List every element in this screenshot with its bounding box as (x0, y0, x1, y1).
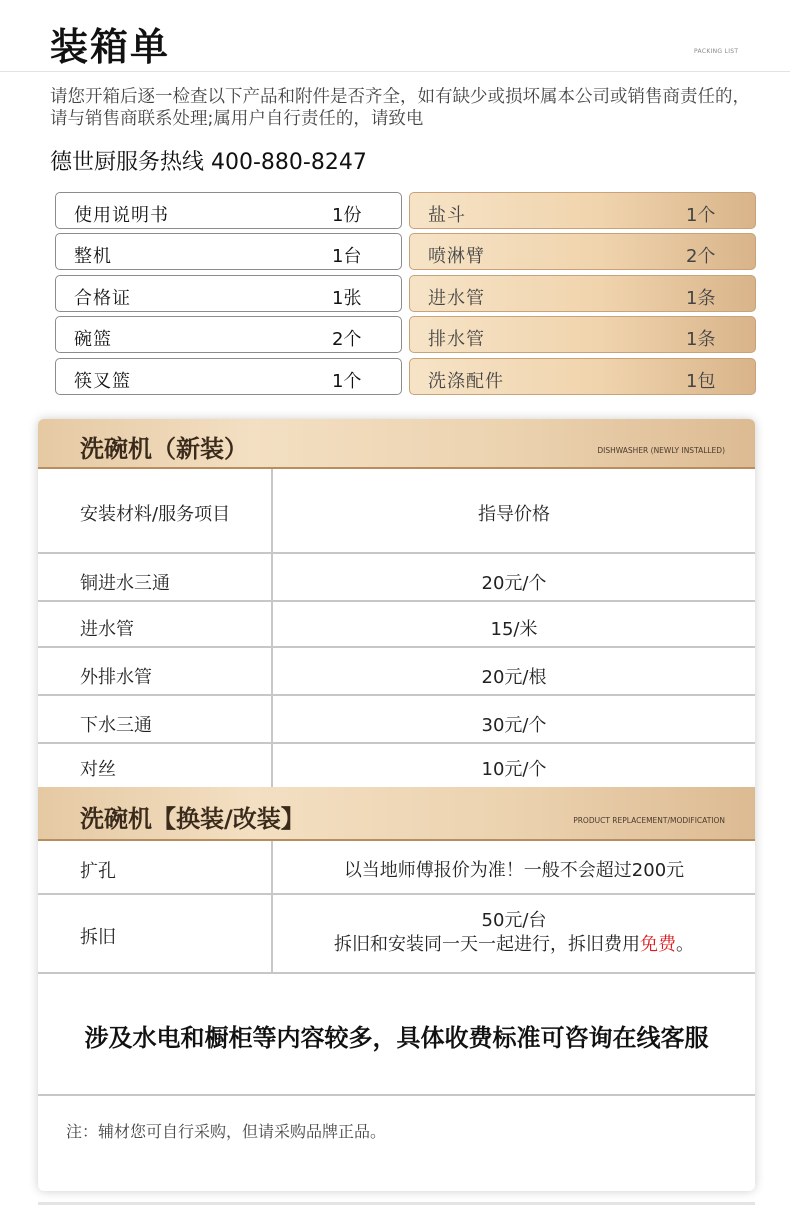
section-title-en: DISHWASHER (NEWLY INSTALLED) (597, 446, 725, 455)
packing-item (409, 233, 756, 270)
packing-item-qty: 1个 (686, 205, 716, 226)
packing-item-qty: 1条 (686, 288, 716, 309)
packing-item-qty: 1张 (332, 288, 362, 309)
packing-item-name: 洗涤配件 (428, 371, 504, 392)
section-title: 洗碗机【换装/改装】 (80, 805, 305, 833)
table-row (38, 841, 755, 895)
packing-item-name: 碗篮 (74, 329, 112, 350)
free-highlight: 免费 (640, 934, 676, 955)
table-row (38, 744, 755, 787)
table-header-row (38, 469, 755, 554)
packing-item-name: 整机 (74, 246, 112, 267)
row-item: 扩孔 (80, 861, 116, 882)
check-notice: 请您开箱后逐一检查以下产品和附件是否齐全，如有缺少或损坏属本公司或销售商责任的，请与销售商联系处理;属用户自行责任的，请致电 (50, 87, 750, 129)
packing-item (55, 192, 402, 229)
table-row (38, 696, 755, 744)
row-price: 以当地师傅报价为准！一般不会超过200元 (343, 860, 685, 881)
row-price (273, 895, 755, 974)
packing-item-qty: 1份 (332, 205, 362, 226)
row-price: 10元/个 (481, 759, 547, 780)
packing-item-name: 进水管 (428, 288, 485, 309)
row-price: 20元/根 (481, 667, 547, 688)
packing-item-name: 盐斗 (428, 205, 466, 226)
table-row (38, 895, 755, 974)
packing-item (55, 358, 402, 395)
section-title: 洗碗机（新装） (80, 435, 248, 463)
row-item: 进水管 (80, 619, 134, 640)
packing-item (409, 316, 756, 353)
column-header-item: 安装材料/服务项目 (80, 504, 231, 525)
row-price: 15/米 (490, 619, 538, 640)
table-row (38, 554, 755, 602)
section-header-new-install (38, 419, 755, 469)
row-item: 对丝 (80, 759, 116, 780)
footnote: 注：辅材您可自行采购，但请采购品牌正品。 (66, 1122, 387, 1141)
row-item: 下水三通 (80, 715, 152, 736)
packing-item-qty: 1个 (332, 371, 362, 392)
row-item: 外排水管 (80, 667, 152, 688)
row-price-line2-text: 拆旧和安装同一天一起进行，拆旧费用 (334, 934, 640, 955)
packing-item (409, 358, 756, 395)
row-price-line2-end: 。 (676, 934, 694, 955)
packing-item-name: 排水管 (428, 329, 485, 350)
page-title-en: PACKING LIST (694, 48, 739, 55)
packing-item-qty: 2个 (686, 246, 716, 267)
packing-item (409, 192, 756, 229)
column-header-price: 指导价格 (478, 504, 550, 525)
packing-item-qty: 1包 (686, 371, 716, 392)
row-price-line2 (273, 933, 755, 957)
table-row (38, 602, 755, 648)
packing-item (55, 316, 402, 353)
bottom-divider (38, 1202, 755, 1205)
service-hotline: 德世厨服务热线 400-880-8247 (50, 150, 367, 175)
packing-item-name: 使用说明书 (74, 205, 169, 226)
row-price: 30元/个 (481, 715, 547, 736)
packing-item (55, 275, 402, 312)
packing-item-name: 筷叉篮 (74, 371, 131, 392)
packing-item-name: 合格证 (74, 288, 131, 309)
section-title-en: PRODUCT REPLACEMENT/MODIFICATION (573, 816, 725, 825)
packing-item-qty: 1条 (686, 329, 716, 350)
packing-item-qty: 1台 (332, 246, 362, 267)
consult-banner: 涉及水电和橱柜等内容较多，具体收费标准可咨询在线客服 (38, 972, 755, 1096)
row-price-line1: 50元/台 (481, 910, 547, 931)
table-row (38, 648, 755, 696)
section-header-replacement (38, 787, 755, 841)
page-header (0, 0, 790, 72)
packing-item-qty: 2个 (332, 329, 362, 350)
packing-item (409, 275, 756, 312)
row-price: 20元/个 (481, 573, 547, 594)
row-item: 拆旧 (80, 927, 116, 948)
packing-item (55, 233, 402, 270)
row-item: 铜进水三通 (80, 573, 170, 594)
price-card (38, 419, 755, 1191)
page-title: 装箱单 (50, 25, 171, 69)
packing-item-name: 喷淋臂 (428, 246, 485, 267)
